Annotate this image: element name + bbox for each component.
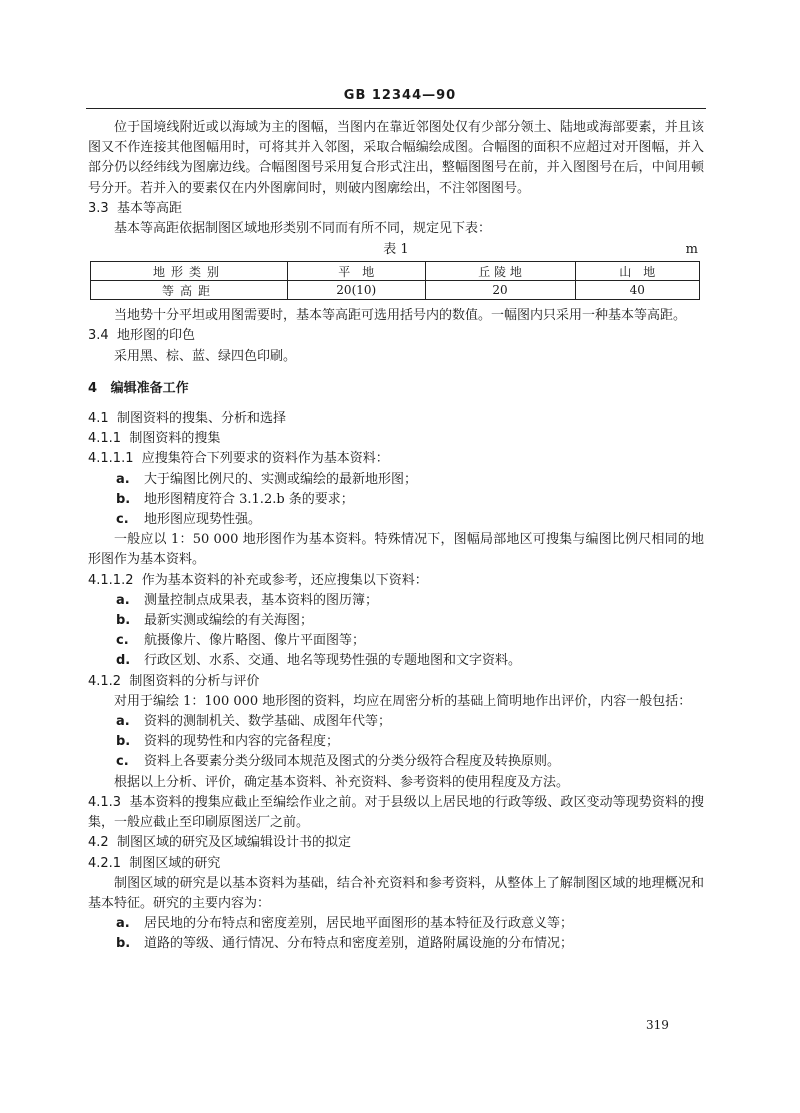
intro-paragraph: 位于国境线附近或以海域为主的图幅，当图内在靠近邻图处仅有少部分领土、陆地或海部要素，并且该图又不作连接其他图幅用时，可将其并入邻图，采取合幅编绘成图。合幅图的面积不应超过对开图幅，并入部分仍以经纬线为图廓边线。合幅图图号采用复合形式注出，整幅图图号在前，并入图图号在后，中间用顿号分开。若并入的要素仅在内外图廓间时，则破内图廓绘出，不注邻图图号。 <box>88 120 704 196</box>
list-label: c. <box>116 633 129 649</box>
list-item <box>88 732 704 752</box>
section-4-heading <box>88 379 704 399</box>
table-row-label: 等高距 <box>91 281 288 300</box>
list-item <box>88 712 704 732</box>
list-item <box>88 490 704 510</box>
table-unit: m <box>685 242 698 258</box>
section-number: 4.1 <box>88 411 109 427</box>
table-caption-row <box>88 239 704 261</box>
list-label: a. <box>116 592 130 608</box>
list-label: a. <box>116 471 130 487</box>
section-3-4-heading <box>88 326 704 346</box>
section-4-1-3-paragraph <box>88 793 704 833</box>
section-title: 制图区域的研究 <box>129 855 221 871</box>
section-title: 制图资料的搜集 <box>129 431 221 447</box>
list-label: c. <box>116 754 129 770</box>
section-title: 基本等高距 <box>116 200 182 216</box>
table-header-cell: 平 地 <box>288 262 426 281</box>
list-item <box>88 934 704 954</box>
section-3-3-heading <box>88 199 704 219</box>
area-study-paragraph: 制图区域的研究是以基本资料为基础，结合补充资料和参考资料，从整体上了解制图区域的地理概况和基本特征。研究的主要内容为： <box>88 875 704 911</box>
list-item <box>88 752 704 772</box>
table-header-cell: 丘 陵 地 <box>425 262 575 281</box>
list-label: a. <box>116 714 130 730</box>
table-header-cell: 地形类别 <box>91 262 288 281</box>
section-number: 4.1.1.2 <box>88 572 134 588</box>
list-text: 地形图精度符合 3.1.2.b 条的要求； <box>144 491 354 507</box>
list-text: 资料的测制机关、数学基础、成图年代等； <box>144 714 392 730</box>
contour-note-paragraph: 当地势十分平坦或用图需要时，基本等高距可选用括号内的数值。一幅图内只采用一种基本等高距。 <box>114 308 687 324</box>
list-label: c. <box>116 512 129 528</box>
list-text: 最新实测或编绘的有关海图； <box>144 613 314 629</box>
list-text: 居民地的分布特点和密度差别，居民地平面图形的基本特征及行政意义等； <box>144 916 574 932</box>
standard-number-header: GB 12344—90 <box>343 88 457 103</box>
list-item <box>88 611 704 631</box>
list-text: 资料的现势性和内容的完备程度； <box>144 734 340 750</box>
section-number: 4.1.1 <box>88 431 122 447</box>
list-label: b. <box>116 936 131 952</box>
list-label: a. <box>116 916 130 932</box>
section-number: 4.1.3 <box>88 794 122 810</box>
basic-data-paragraph: 一般应以 1：50 000 地形图作为基本资料。特殊情况下，图幅局部地区可搜集与编图比例尺相同的地形图作为基本资料。 <box>88 532 704 568</box>
contour-interval-table <box>90 261 700 300</box>
document-body <box>88 118 704 955</box>
table-header-row <box>91 262 700 281</box>
page-number: 319 <box>646 1018 669 1032</box>
table-header-cell: 山 地 <box>575 262 699 281</box>
section-number: 3.3 <box>88 200 109 216</box>
table-cell: 20(10) <box>288 281 426 300</box>
list-text: 资料上各要素分类分级同本规范及图式的分类分级符合程度及转换原则。 <box>144 754 561 770</box>
list-text: 大于编图比例尺的、实测或编绘的最新地形图； <box>144 471 418 487</box>
header-rule <box>86 108 706 109</box>
section-number: 4.2.1 <box>88 855 122 871</box>
list-item <box>88 651 704 671</box>
list-label: b. <box>116 734 131 750</box>
section-4-1-2-heading <box>88 672 704 692</box>
list-item <box>88 470 704 490</box>
section-number: 4.1.2 <box>88 673 122 689</box>
section-title: 制图区域的研究及区域编辑设计书的拟定 <box>116 835 351 851</box>
section-title: 应搜集符合下列要求的资料作为基本资料： <box>141 451 389 467</box>
list-item <box>88 591 704 611</box>
list-text: 地形图应现势性强。 <box>144 512 262 528</box>
printing-color-paragraph: 采用黑、棕、蓝、绿四色印刷。 <box>114 348 297 364</box>
list-text: 道路的等级、通行情况、分布特点和密度差别，道路附属设施的分布情况； <box>144 936 574 952</box>
section-number: 4.2 <box>88 835 109 851</box>
section-title: 制图资料的搜集、分析和选择 <box>116 411 286 427</box>
list-item <box>88 914 704 934</box>
section-text: 基本资料的搜集应截止至编绘作业之前。对于县级以上居民地的行政等级、政区变动等现势资料的搜集，一般应截止至印刷原图送厂之前。 <box>88 794 704 831</box>
list-item <box>88 510 704 530</box>
contour-interval-paragraph: 基本等高距依据制图区域地形类别不同而有所不同，规定见下表： <box>114 221 492 237</box>
table-row <box>91 281 700 300</box>
evaluation-paragraph: 对用于编绘 1：100 000 地形图的资料，均应在周密分析的基础上简明地作出评价，内容一般包括： <box>114 693 692 709</box>
list-label: b. <box>116 491 131 507</box>
section-title: 地形图的印色 <box>116 328 195 344</box>
list-text: 航摄像片、像片略图、像片平面图等； <box>144 633 366 649</box>
section-4-2-heading <box>88 833 704 853</box>
section-number: 4 <box>88 380 98 396</box>
list-text: 测量控制点成果表，基本资料的图历簿； <box>144 592 379 608</box>
table-caption: 表 1 <box>383 242 409 258</box>
list-text: 行政区划、水系、交通、地名等现势性强的专题地图和文字资料。 <box>144 653 522 669</box>
section-4-2-1-heading <box>88 854 704 874</box>
section-4-1-1-1-heading <box>88 449 704 469</box>
section-number: 4.1.1.1 <box>88 451 134 467</box>
table-cell: 20 <box>425 281 575 300</box>
usage-paragraph: 根据以上分析、评价，确定基本资料、补充资料、参考资料的使用程度及方法。 <box>114 774 570 790</box>
section-4-1-heading <box>88 409 704 429</box>
list-label: d. <box>116 653 131 669</box>
section-title: 制图资料的分析与评价 <box>129 673 260 689</box>
section-4-1-1-2-heading <box>88 571 704 591</box>
section-4-1-1-heading <box>88 429 704 449</box>
section-title: 作为基本资料的补充或参考，还应搜集以下资料： <box>141 572 428 588</box>
section-title: 编辑准备工作 <box>110 380 189 396</box>
table-cell: 40 <box>575 281 699 300</box>
list-item <box>88 631 704 651</box>
list-label: b. <box>116 613 131 629</box>
section-number: 3.4 <box>88 328 109 344</box>
